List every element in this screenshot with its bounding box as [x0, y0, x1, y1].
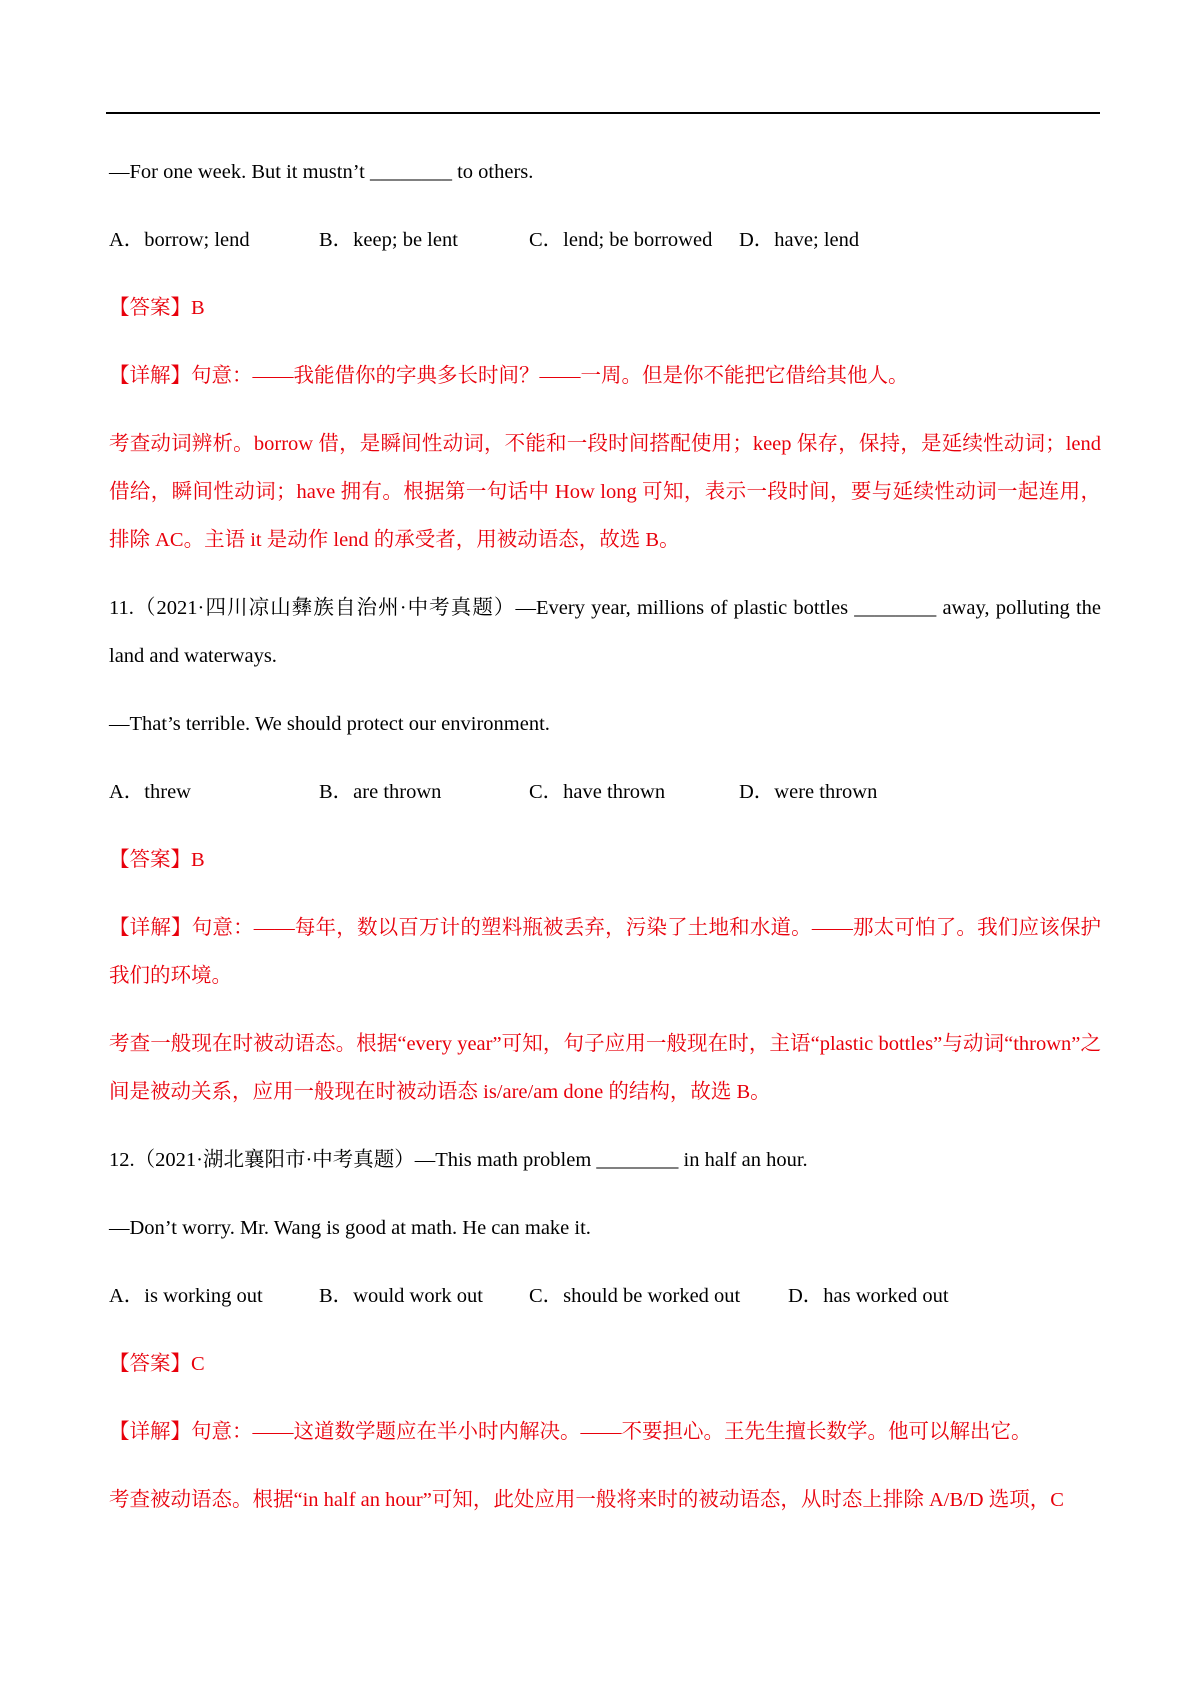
q10-option-a: A．borrow; lend	[109, 229, 250, 251]
q10-option-c: C．lend; be borrowed	[529, 229, 713, 251]
q11-option-a: A．threw	[109, 781, 191, 803]
q11-stem: 11.（2021·四川凉山彝族自治州·中考真题）—Every year, millions of plastic bottles ________ away, polluting the land and waterways.	[109, 597, 1101, 667]
q10-option-b: B．keep; be lent	[319, 229, 458, 251]
q10-reply: —For one week. But it mustn’t ________ to others.	[109, 161, 534, 183]
q12-options	[109, 1272, 1101, 1320]
q11-options	[109, 768, 1101, 816]
q12-option-b: B．would work out	[319, 1285, 483, 1307]
q10-answer: 【答案】B	[109, 297, 205, 319]
q11-answer: 【答案】B	[109, 849, 205, 871]
q12-detail: 【详解】句意：——这道数学题应在半小时内解决。——不要担心。王先生擅长数学。他可以解出它。	[109, 1421, 1032, 1443]
q11-option-d: D．were thrown	[739, 781, 878, 803]
q10-option-d: D．have; lend	[739, 229, 860, 251]
q10-options	[109, 216, 1101, 264]
q12-option-c: C．should be worked out	[529, 1285, 741, 1307]
header-rule	[106, 112, 1100, 114]
q11-reply: —That’s terrible. We should protect our environment.	[109, 713, 550, 735]
q11-option-c: C．have thrown	[529, 781, 666, 803]
document-body	[109, 148, 1101, 1524]
q12-analysis: 考查被动语态。根据“in half an hour”可知，此处应用一般将来时的被动语态，从时态上排除 A/B/D 选项，C	[109, 1489, 1064, 1511]
q10-detail: 【详解】句意：——我能借你的字典多长时间？——一周。但是你不能把它借给其他人。	[109, 365, 909, 387]
q12-stem: 12.（2021·湖北襄阳市·中考真题）—This math problem ________ in half an hour.	[109, 1149, 808, 1171]
q11-detail: 【详解】句意：——每年，数以百万计的塑料瓶被丢弃，污染了土地和水道。——那太可怕了。我们应该保护我们的环境。	[109, 917, 1101, 987]
q12-option-d: D．has worked out	[788, 1285, 949, 1307]
q12-reply: —Don’t worry. Mr. Wang is good at math. He can make it.	[109, 1217, 591, 1239]
q11-option-b: B．are thrown	[319, 781, 442, 803]
q12-option-a: A．is working out	[109, 1285, 263, 1307]
q11-analysis: 考查一般现在时被动语态。根据“every year”可知，句子应用一般现在时，主语“plastic bottles”与动词“thrown”之间是被动关系，应用一般现在时被动语态 is/are/am done 的结构，故选 B。	[109, 1033, 1101, 1103]
q12-answer: 【答案】C	[109, 1353, 205, 1375]
q10-analysis: 考查动词辨析。borrow 借，是瞬间性动词，不能和一段时间搭配使用；keep 保存，保持，是延续性动词；lend 借给，瞬间性动词；have 拥有。根据第一句话中 How long 可知，表示一段时间，要与延续性动词一起连用，排除 AC。主语 it 是动作 lend 的承受者，用被动语态，故选 B。	[109, 433, 1101, 551]
